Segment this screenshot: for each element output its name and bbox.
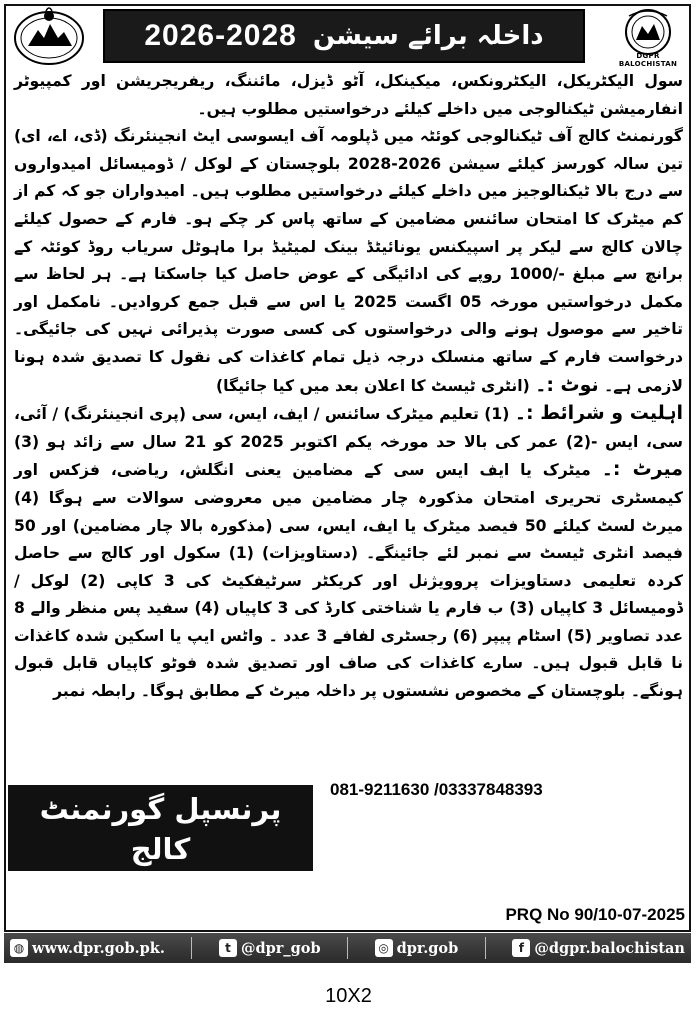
right-logo — [609, 6, 687, 66]
footer-instagram-text: dpr.gob — [396, 939, 459, 957]
footer-divider — [191, 937, 192, 959]
note-text: (انٹری ٹیسٹ کا اعلان بعد میں کیا جائیگا) — [216, 376, 530, 395]
signature-box — [8, 785, 313, 906]
left-logo — [10, 6, 88, 66]
instagram-icon: ◎ — [375, 939, 393, 957]
merit-label: میرٹ :۔ — [601, 458, 683, 481]
signature-line-2: آف ٹیکنالوجی کوئٹہ — [20, 872, 301, 906]
footer-social-bar — [4, 933, 691, 963]
govt-emblem-icon — [10, 6, 88, 66]
merit-text: میٹرک یا ایف ایس سی کے مضامین یعنی انگلش، ریاضی، فزکس اور کیمسٹری تحریری امتحان مذکورہ چار مضامین میں معروضی سوالات سے ہوگا (4) میرٹ لسٹ کیلئے 50 فیصد میٹرک یا ایف، ایس، سی (مذکورہ بالا چار مضامین) اور 50 فیصد انٹری ٹیسٹ سے نمبر لئے جائینگے۔ (دستاویزات) (1) سکول اور کالج سے حاصل کردہ تعلیمی دستاویزات پروویژنل اور کریکٹر سرٹیفکیٹ کی 3 کاپی (2) لوکل / ڈومیسائل 3 کاپیاں (3) ب فارم یا شناختی کارڈ کی 3 کاپیاں (4) سفید پس منظر والے 8 عدد تصاویر (5) اسٹام پیپر (6) رجسٹری لفافے 3 عدد ۔ واٹس ایپ یا اسکین شدہ کاغذات نا قابل قبول ہیں۔ سارے کاغذات کی صاف اور تصدیق شدہ فوٹو کاپیاں قابل قبول ہونگے۔ بلوچستان کے مخصوص نشستوں پر داخلہ میرٹ کے مطابق ہوگا۔ رابطہ نمبر — [14, 461, 683, 701]
facebook-icon: f — [512, 939, 530, 957]
paragraph-intro: سول الیکٹریکل، الیکٹرونکس، میکینکل، آٹو ڈیزل، مائننگ، ریفریجریشن اور کمپیوٹر انفارمیشن ٹیکنالوجی میں داخلے کیلئے درخواستیں مطلوب ہیں۔ — [14, 72, 683, 118]
ad-size-label: 10X2 — [325, 985, 372, 1007]
footer-website[interactable] — [10, 939, 165, 957]
globe-icon: ◍ — [10, 939, 28, 957]
footer-twitter-text: @dpr_gob — [240, 939, 321, 957]
footer-instagram[interactable] — [375, 939, 459, 957]
twitter-icon: t — [219, 939, 237, 957]
footer-divider — [485, 937, 486, 959]
title-years: 2026-2028 — [144, 19, 297, 52]
footer-facebook-text: @dgpr.balochistan — [534, 939, 685, 957]
paragraph-eligibility — [14, 400, 683, 706]
advertisement-body — [14, 68, 683, 706]
signature-line-1: پرنسپل گورنمنٹ کالج — [39, 792, 282, 866]
details-text: گورنمنٹ کالج آف ٹیکنالوجی کوئٹہ میں ڈپلومہ آف ایسوسی ایٹ انجینئرنگ (ڈی، اے، ای) تین سالہ کورسز کیلئے سیشن 2026-2028 بلوچستان کے لوکل / ڈومیسائل امیدواروں سے درج بالا ٹیکنالوجیز میں داخلے کیلئے درخواستیں مطلوب ہیں۔ امیدواران جو کہ کم از کم میٹرک کا امتحان سائنس مضامین کے ساتھ پاس کر چکے ہو۔ فارم کے حصول کیلئے چالان کالج سے لیکر پر اسپیکنس یونائیٹڈ بینک لمیٹیڈ برا ماہوٹل سریاب روڈ کوئٹہ کے برانچ سے مبلغ -/1000 روپے کی ادائیگی کے عوض حاصل کیا جاسکتا ہے۔ ہر لحاظ سے مکمل درخواستیں مورخہ 05 اگست 2025 یا اس سے قبل جمع کروادیں۔ نامکمل اور تاخیر سے موصول ہونے والی درخواستوں کی کسی صورت پذیرائی نہیں کی جائیگی۔ درخواست فارم کے ساتھ منسلک درجہ ذیل تمام کاغذات کی نقول کا تصدیق شدہ ہونا لازمی ہے۔ — [14, 127, 683, 395]
footer-divider — [347, 937, 348, 959]
footer-website-text: www.dpr.gob.pk. — [32, 939, 165, 957]
title-urdu: داخلہ برائے سیشن — [312, 21, 544, 51]
eligibility-label: اہلیت و شرائط :۔ — [514, 402, 683, 425]
footer-twitter[interactable] — [219, 939, 321, 957]
dgpr-emblem-icon — [609, 6, 687, 58]
footer-facebook[interactable] — [512, 939, 685, 957]
prq-number: PRQ No 90/10-07-2025 — [505, 905, 685, 924]
note-label: نوٹ :۔ — [535, 373, 599, 396]
right-logo-caption: DGPR BALOCHISTAN — [618, 52, 678, 68]
paragraph-details — [14, 123, 683, 400]
contact-phones: 081-9211630 /03337848393 — [330, 780, 543, 799]
eligibility-text: (1) تعلیم میٹرک سائنس / ایف، ایس، سی (پری انجینئرنگ) / آئی، سی، ایس -(2) عمر کی بالا حد مورخہ یکم اکتوبر 2025 کو 21 سال سے زائد ہو (3) — [14, 405, 683, 451]
page-title — [103, 9, 585, 63]
